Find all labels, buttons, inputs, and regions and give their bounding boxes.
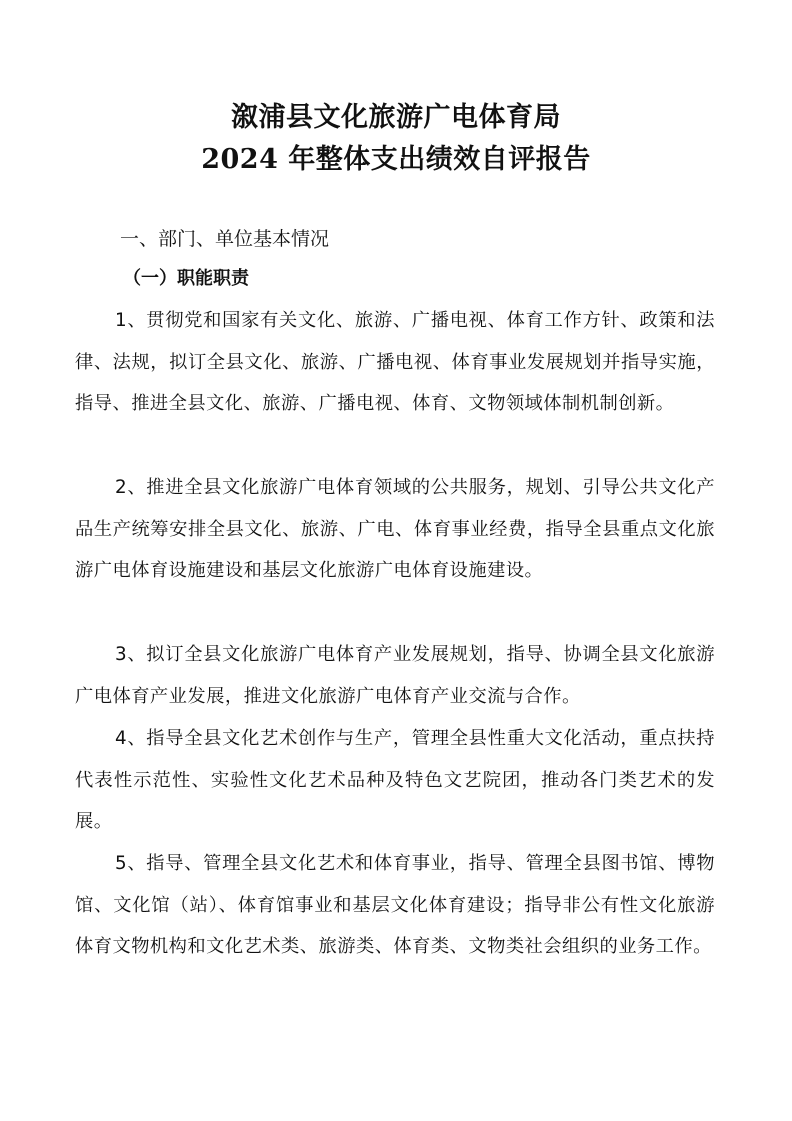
paragraph-3: 3、拟订全县文化旅游广电体育产业发展规划，指导、协调全县文化旅游广电体育产业发展，推进文化旅游广电体育产业交流与合作。: [75, 644, 715, 707]
paragraph-5: 5、指导、管理全县文化艺术和体育事业，指导、管理全县图书馆、博物馆、文化馆（站）、体育馆事业和基层文化体育建设；指导非公有性文化旅游体育文物机构和文化艺术类、旅游类、体育类、文物类社会组织的业务工作。: [75, 853, 715, 957]
paragraph-2: 2、推进全县文化旅游广电体育领域的公共服务，规划、引导公共文化产品生产统筹安排全县文化、旅游、广电、体育事业经费，指导全县重点文化旅游广电体育设施建设和基层文化旅游广电体育设施建设。: [75, 477, 715, 581]
paragraph-4: 4、指导全县文化艺术创作与生产，管理全县性重大文化活动，重点扶持代表性示范性、实验性文化艺术品种及特色文艺院团，推动各门类艺术的发展。: [75, 728, 715, 832]
document-title-line2: 2024 年整体支出绩效自评报告: [201, 144, 591, 175]
section-heading: 一、部门、单位基本情况: [120, 228, 330, 250]
document-title-line1: 溆浦县文化旅游广电体育局: [231, 102, 561, 133]
paragraph-1: 1、贯彻党和国家有关文化、旅游、广播电视、体育工作方针、政策和法律、法规，拟订全县文化、旅游、广播电视、体育事业发展规划并指导实施，指导、推进全县文化、旅游、广播电视、体育、文物领域体制机制创新。: [75, 310, 715, 414]
subsection-heading: （一）职能职责: [123, 268, 249, 289]
